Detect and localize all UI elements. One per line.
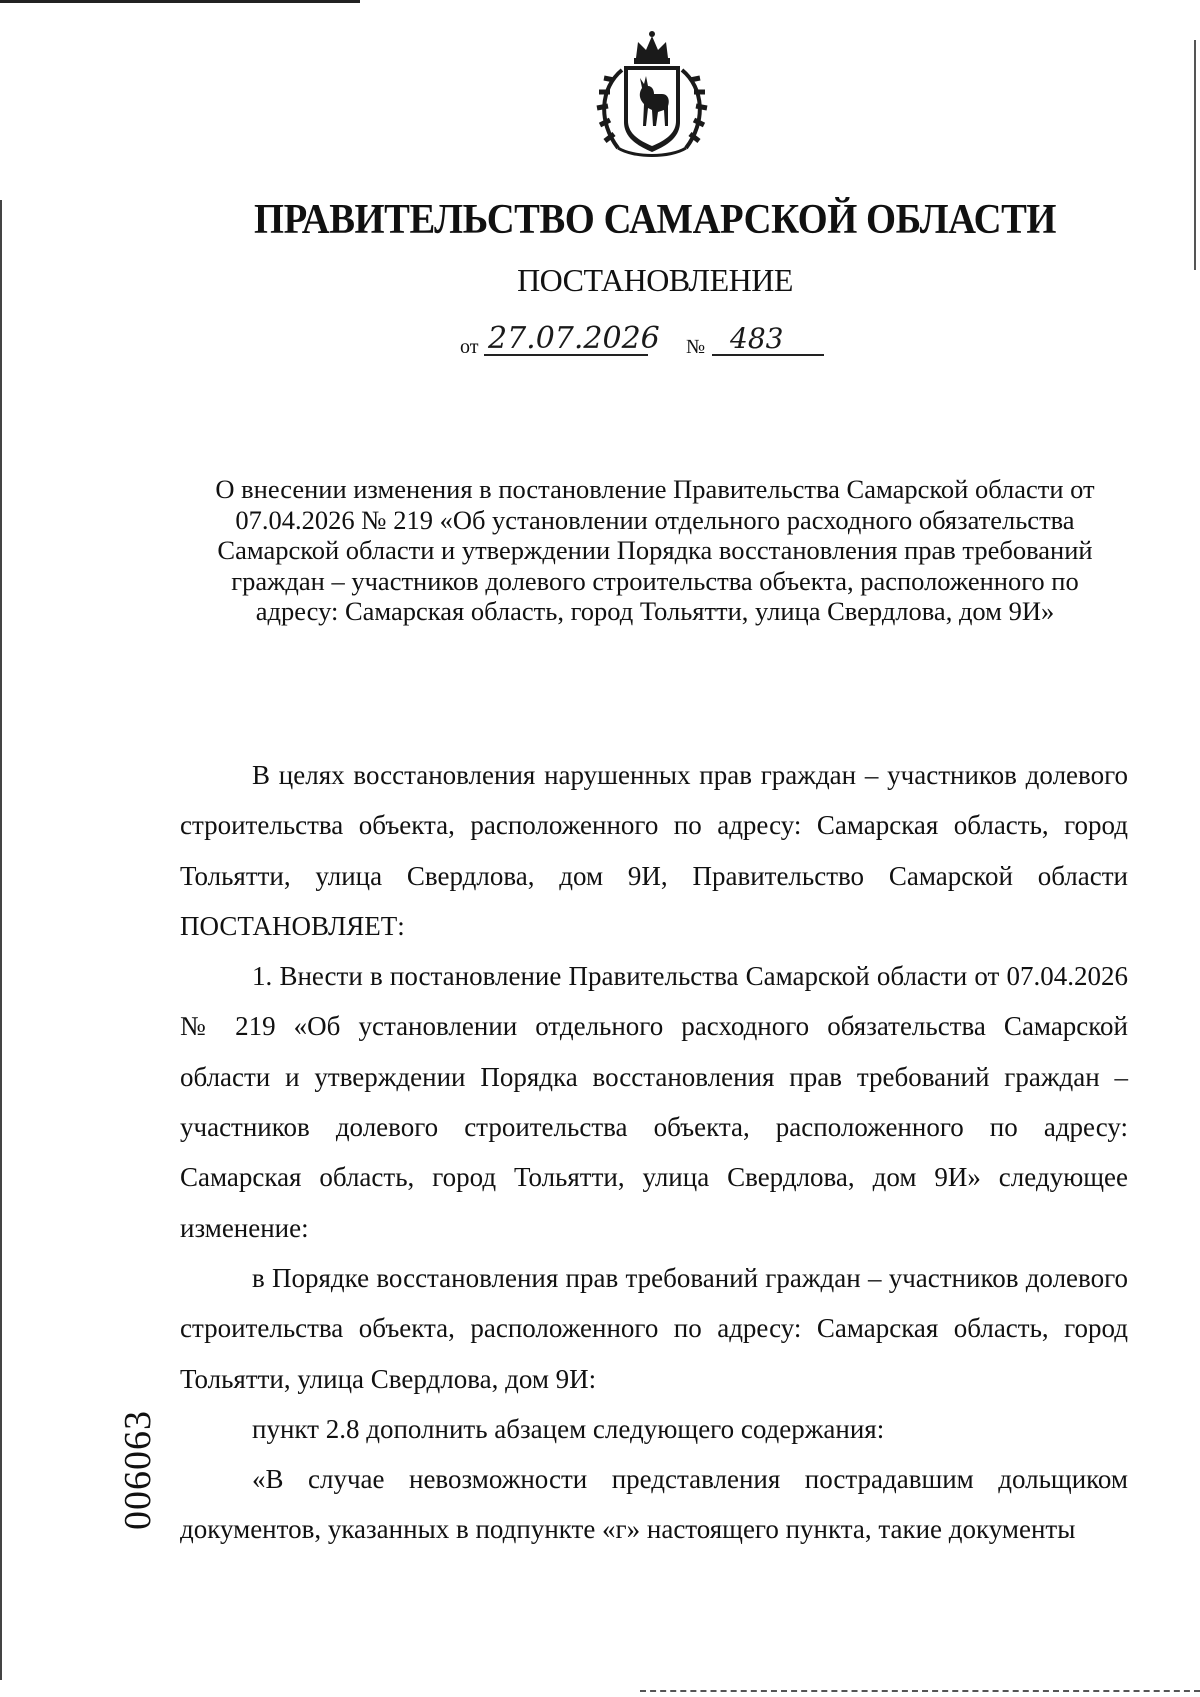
document-number: 483 <box>712 322 824 356</box>
government-title: ПРАВИТЕЛЬСТВО САМАРСКОЙ ОБЛАСТИ <box>254 197 1056 243</box>
item-1-paragraph: 1. Внести в постановление Правительства Самарской области от 07.04.2026 № 219 «Об установлении отдельного расходного обязательства Самарской области и утверждении Порядка восстановления прав требований граждан – участников долевого строительства объекта, расположенного по адресу: Самарская область, город Тольятти, улица Свердлова, дом 9И» следующее изменение: <box>180 961 1128 1243</box>
document-type: ПОСТАНОВЛЕНИЕ <box>517 262 793 298</box>
number-prefix: № <box>686 336 706 358</box>
scan-edge-top <box>0 0 360 3</box>
date-number-line <box>460 322 860 362</box>
order-reference-paragraph: в Порядке восстановления прав требований граждан – участников долевого строительства объекта, расположенного по адресу: Самарская область, город Тольятти, улица Свердлова, дом 9И: <box>180 1262 1128 1394</box>
date-prefix: от <box>460 336 479 358</box>
scan-edge-bottom <box>640 1690 1200 1692</box>
document-subject: О внесении изменения в постановление Правительства Самарской области от 07.04.2026 № 219 «Об установлении отдельного расходного обязательства Самарской области и утверждении Порядка восстановления прав требований граждан – участников долевого строительства объекта, расположенного по адресу: Самарская область, город Тольятти, улица Свердлова, дом 9И» <box>215 474 1095 626</box>
side-registration-number: 006063 <box>117 1410 159 1530</box>
preamble-paragraph: В целях восстановления нарушенных прав граждан – участников долевого строительства объекта, расположенного по адресу: Самарская область, город Тольятти, улица Свердлова, дом 9И, Правительство Самарской области ПОСТАНОВЛЯЕТ: <box>180 760 1128 941</box>
clause-paragraph: пункт 2.8 дополнить абзацем следующего содержания: <box>252 1413 885 1444</box>
quoted-amendment-paragraph: «В случае невозможности представления пострадавшим дольщиком документов, указанных в подпункте «г» настоящего пункта, такие документы <box>180 1464 1128 1545</box>
coat-of-arms-icon <box>588 30 716 162</box>
scan-edge-left <box>0 200 2 1680</box>
document-date: 27.07.2026 <box>484 322 648 356</box>
document-body <box>180 750 1128 1555</box>
